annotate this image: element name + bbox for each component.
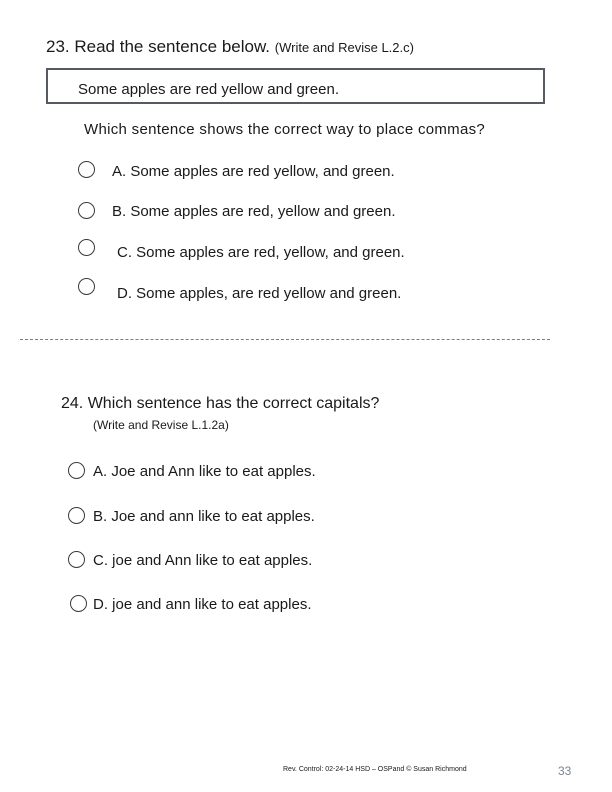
option-23d-label: D. Some apples, are red yellow and green.: [117, 285, 402, 302]
question-24-standard: (Write and Revise L.1.2a): [93, 418, 229, 432]
option-23a-label: A. Some apples are red yellow, and green.: [112, 163, 395, 180]
option-24d-radio[interactable]: [70, 595, 87, 612]
question-23-number: 23.: [46, 37, 70, 56]
sentence-box: [46, 68, 545, 104]
option-24b-label: B. Joe and ann like to eat apples.: [93, 508, 315, 525]
option-24b-radio[interactable]: [68, 507, 85, 524]
footer-text: Rev. Control: 02-24-14 HSD – OSPand © Susan Richmond: [283, 766, 467, 773]
option-24a-radio[interactable]: [68, 462, 85, 479]
question-23-standard: (Write and Revise L.2.c): [274, 40, 414, 55]
question-23-heading: Read the sentence below.: [74, 37, 271, 56]
section-divider: [20, 339, 550, 340]
question-23-title: [46, 37, 414, 57]
option-23b-radio[interactable]: [78, 202, 95, 219]
option-23d-radio[interactable]: [78, 278, 95, 295]
page-number: 33: [558, 764, 572, 778]
option-23c-label: C. Some apples are red, yellow, and green.: [117, 244, 405, 261]
option-23c-radio[interactable]: [78, 239, 95, 256]
question-23-prompt: Which sentence shows the correct way to place commas?: [84, 121, 486, 138]
sentence-text: Some apples are red yellow and green.: [78, 81, 339, 98]
question-24-title: 24. Which sentence has the correct capitals?: [61, 395, 380, 412]
option-24a-label: A. Joe and Ann like to eat apples.: [93, 463, 316, 480]
option-23a-radio[interactable]: [78, 161, 95, 178]
option-23b-label: B. Some apples are red, yellow and green.: [112, 203, 396, 220]
option-24c-radio[interactable]: [68, 551, 85, 568]
option-24d-label: D. joe and ann like to eat apples.: [93, 596, 312, 613]
option-24c-label: C. joe and Ann like to eat apples.: [93, 552, 313, 569]
